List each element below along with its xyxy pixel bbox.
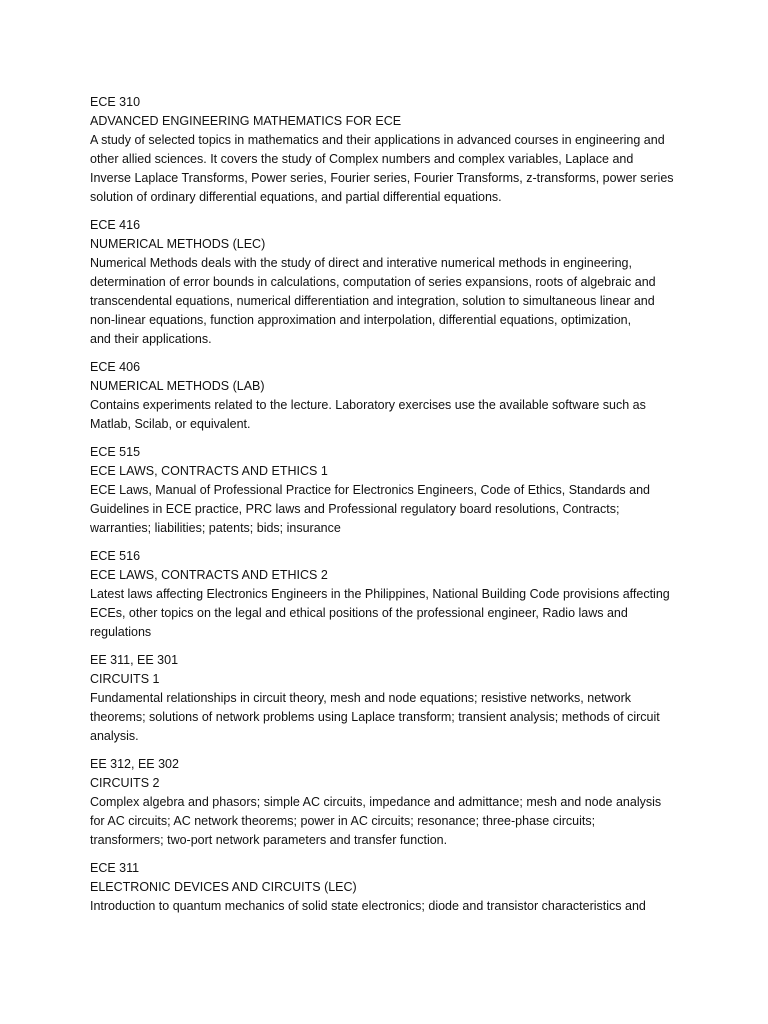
course-title: NUMERICAL METHODS (LEC) xyxy=(90,237,266,251)
course-title: ADVANCED ENGINEERING MATHEMATICS FOR ECE xyxy=(90,114,402,128)
course-entry-ece-416 xyxy=(90,216,690,349)
course-code: ECE 416 xyxy=(90,218,141,232)
course-description: Complex algebra and phasors; simple AC circuits, impedance and admittance; mesh and node analysis for AC circuits; AC network theorems; power in AC circuits; resonance; three-phase circuits; transformers; two-port network parameters and transfer function. xyxy=(90,795,662,847)
course-description: Fundamental relationships in circuit theory, mesh and node equations; resistive networks, network theorems; solutions of network problems using Laplace transform; transient analysis; methods of circuit analysis. xyxy=(90,691,660,743)
course-title: ECE LAWS, CONTRACTS AND ETHICS 2 xyxy=(90,568,328,582)
course-code: ECE 310 xyxy=(90,95,141,109)
course-entry-ee-312 xyxy=(90,755,690,850)
course-description: Numerical Methods deals with the study of direct and interative numerical methods in engineering, determination of error bounds in calculations, computation of series expansions, roots of algebraic and transcendental equations, numerical differentiation and integration, solution to simultaneous linear and non-linear equations, function approximation and interpolation, differential equations, optimization, and their applications. xyxy=(90,256,656,346)
course-description: Latest laws affecting Electronics Engineers in the Philippines, National Building Code provisions affecting ECEs, other topics on the legal and ethical positions of the professional engineer, Radio laws and regulations xyxy=(90,587,670,639)
course-title: ECE LAWS, CONTRACTS AND ETHICS 1 xyxy=(90,464,328,478)
document-page xyxy=(90,93,690,925)
course-description: Contains experiments related to the lecture. Laboratory exercises use the available software such as Matlab, Scilab, or equivalent. xyxy=(90,398,646,431)
course-entry-ece-515 xyxy=(90,443,690,538)
course-entry-ece-310 xyxy=(90,93,690,207)
course-title: NUMERICAL METHODS (LAB) xyxy=(90,379,265,393)
course-description: Introduction to quantum mechanics of solid state electronics; diode and transistor characteristics and xyxy=(90,899,646,913)
course-code: ECE 311 xyxy=(90,861,140,875)
course-code: ECE 406 xyxy=(90,360,141,374)
course-entry-ece-406 xyxy=(90,358,690,434)
course-code: EE 311, EE 301 xyxy=(90,653,179,667)
course-description: ECE Laws, Manual of Professional Practice for Electronics Engineers, Code of Ethics, Standards and Guidelines in ECE practice, PRC laws and Professional regulatory board resolutions, Contracts; warranties; liabilities; patents; bids; insurance xyxy=(90,483,651,535)
course-code: ECE 515 xyxy=(90,445,141,459)
course-title: ELECTRONIC DEVICES AND CIRCUITS (LEC) xyxy=(90,880,357,894)
course-code: EE 312, EE 302 xyxy=(90,757,179,771)
course-entry-ee-311 xyxy=(90,651,690,746)
course-code: ECE 516 xyxy=(90,549,141,563)
course-title: CIRCUITS 2 xyxy=(90,776,160,790)
course-description: A study of selected topics in mathematics and their applications in advanced courses in engineering and other allied sciences. It covers the study of Complex numbers and complex variables, Laplace and Inverse Laplace Transforms, Power series, Fourier series, Fourier Transforms, z-transforms, power series solution of ordinary differential equations, and partial differential equations. xyxy=(90,133,674,204)
course-title: CIRCUITS 1 xyxy=(90,672,160,686)
course-entry-ece-311 xyxy=(90,859,690,916)
course-entry-ece-516 xyxy=(90,547,690,642)
